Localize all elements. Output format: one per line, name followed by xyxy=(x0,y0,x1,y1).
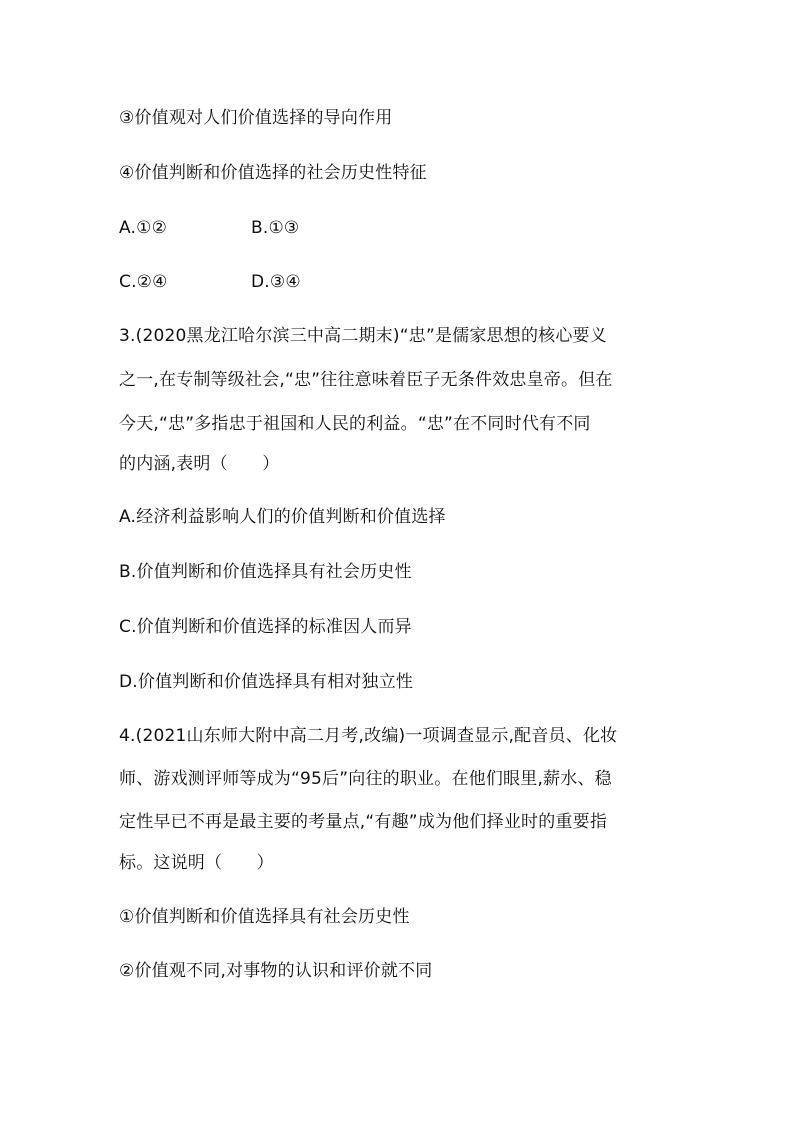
q3-option-d: D.价值判断和价值选择具有相对独立性 xyxy=(119,672,414,692)
q3-stem-line-1: 3.(2020黑龙江哈尔滨三中高二期末)“忠”是儒家思想的核心要义 xyxy=(119,326,607,346)
q4-item-2: ②价值观不同,对事物的认识和评价就不同 xyxy=(119,961,433,981)
q2-option-b: B.①③ xyxy=(251,218,300,238)
q2-item-3: ③价值观对人们价值选择的导向作用 xyxy=(119,108,393,128)
q2-option-d: D.③④ xyxy=(251,272,301,292)
q4-stem-line-2: 师、游戏测评师等成为“95后”向往的职业。在他们眼里,薪水、稳 xyxy=(119,769,612,789)
q2-option-a: A.①② xyxy=(119,218,168,238)
q4-stem-line-3: 定性早已不再是最主要的考量点,“有趣”成为他们择业时的重要指 xyxy=(119,812,608,832)
q3-stem-line-3: 今天,“忠”多指忠于祖国和人民的利益。“忠”在不同时代有不同 xyxy=(119,414,591,434)
q4-stem-line-4: 标。这说明（ ） xyxy=(119,853,274,873)
q4-stem-line-1: 4.(2021山东师大附中高二月考,改编)一项调查显示,配音员、化妆 xyxy=(119,726,618,746)
q3-stem-line-4: 的内涵,表明（ ） xyxy=(119,454,280,474)
q3-option-b: B.价值判断和价值选择具有社会历史性 xyxy=(119,562,412,582)
q3-option-c: C.价值判断和价值选择的标准因人而异 xyxy=(119,617,412,637)
q3-option-a: A.经济利益影响人们的价值判断和价值选择 xyxy=(119,507,446,527)
q4-item-1: ①价值判断和价值选择具有社会历史性 xyxy=(119,907,410,927)
q2-item-4: ④价值判断和价值选择的社会历史性特征 xyxy=(119,163,427,183)
q2-option-c: C.②④ xyxy=(119,272,168,292)
q3-stem-line-2: 之一,在专制等级社会,“忠”往往意味着臣子无条件效忠皇帝。但在 xyxy=(119,370,613,390)
